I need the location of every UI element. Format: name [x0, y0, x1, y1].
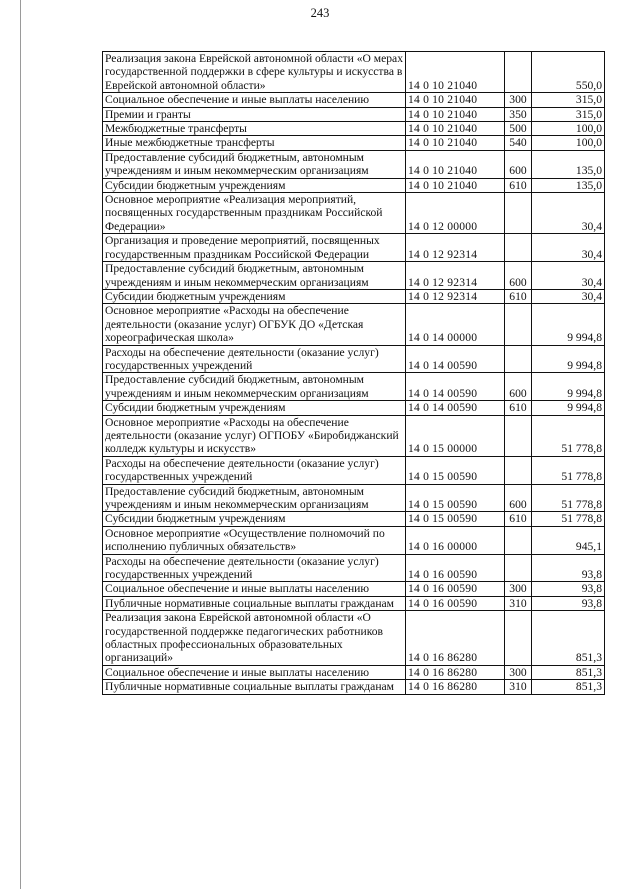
table-row	[103, 456, 605, 484]
row-amount-cell: 51 778,8	[532, 484, 605, 512]
row-expense-type-cell: 600	[505, 262, 532, 290]
row-amount-cell: 135,0	[532, 178, 605, 192]
row-expense-type-cell	[505, 415, 532, 456]
table-row	[103, 526, 605, 554]
table-row	[103, 234, 605, 262]
row-expense-type-cell: 310	[505, 680, 532, 694]
row-name-cell: Субсидии бюджетным учреждениям	[103, 289, 406, 303]
row-expense-type-cell	[505, 304, 532, 345]
budget-table-body	[103, 52, 605, 695]
row-name-cell: Межбюджетные трансферты	[103, 122, 406, 136]
row-name-cell: Социальное обеспечение и иные выплаты населению	[103, 93, 406, 107]
row-amount-cell: 9 994,8	[532, 401, 605, 415]
row-code-cell: 14 0 10 21040	[406, 122, 505, 136]
row-code-cell: 14 0 16 86280	[406, 665, 505, 679]
row-name-cell: Основное мероприятие «Осуществление полномочий по исполнению публичных обязательств»	[103, 526, 406, 554]
table-row	[103, 178, 605, 192]
row-expense-type-cell: 600	[505, 150, 532, 178]
table-row	[103, 512, 605, 526]
row-code-cell: 14 0 16 00590	[406, 554, 505, 582]
budget-table	[102, 51, 605, 695]
row-amount-cell: 315,0	[532, 107, 605, 121]
table-row	[103, 304, 605, 345]
row-name-cell: Субсидии бюджетным учреждениям	[103, 178, 406, 192]
row-expense-type-cell	[505, 234, 532, 262]
row-amount-cell: 100,0	[532, 122, 605, 136]
row-code-cell: 14 0 15 00000	[406, 415, 505, 456]
row-name-cell: Публичные нормативные социальные выплаты гражданам	[103, 680, 406, 694]
row-amount-cell: 851,3	[532, 611, 605, 666]
row-expense-type-cell: 310	[505, 596, 532, 610]
table-row	[103, 345, 605, 373]
row-amount-cell: 9 994,8	[532, 373, 605, 401]
table-row	[103, 554, 605, 582]
row-amount-cell: 51 778,8	[532, 415, 605, 456]
row-name-cell: Основное мероприятие «Расходы на обеспечение деятельности (оказание услуг) ОГБУК ДО «Детская хореографическая школа»	[103, 304, 406, 345]
table-row	[103, 415, 605, 456]
row-name-cell: Социальное обеспечение и иные выплаты населению	[103, 582, 406, 596]
row-code-cell: 14 0 12 92314	[406, 234, 505, 262]
row-expense-type-cell: 540	[505, 136, 532, 150]
row-expense-type-cell	[505, 554, 532, 582]
row-amount-cell: 851,3	[532, 680, 605, 694]
row-expense-type-cell: 610	[505, 401, 532, 415]
row-name-cell: Предоставление субсидий бюджетным, автономным учреждениям и иным некоммерческим организациям	[103, 150, 406, 178]
row-expense-type-cell: 500	[505, 122, 532, 136]
row-code-cell: 14 0 14 00590	[406, 373, 505, 401]
row-name-cell: Предоставление субсидий бюджетным, автономным учреждениям и иным некоммерческим организациям	[103, 484, 406, 512]
row-name-cell: Организация и проведение мероприятий, посвященных государственным праздникам Российской Федерации	[103, 234, 406, 262]
table-row	[103, 582, 605, 596]
row-expense-type-cell: 610	[505, 512, 532, 526]
row-name-cell: Субсидии бюджетным учреждениям	[103, 512, 406, 526]
row-expense-type-cell	[505, 526, 532, 554]
row-code-cell: 14 0 16 86280	[406, 611, 505, 666]
row-code-cell: 14 0 12 92314	[406, 262, 505, 290]
row-amount-cell: 9 994,8	[532, 345, 605, 373]
table-row	[103, 136, 605, 150]
row-amount-cell: 93,8	[532, 582, 605, 596]
table-row	[103, 665, 605, 679]
row-code-cell: 14 0 14 00590	[406, 345, 505, 373]
row-name-cell: Расходы на обеспечение деятельности (оказание услуг) государственных учреждений	[103, 456, 406, 484]
row-name-cell: Реализация закона Еврейской автономной области «О государственной поддержке педагогических работников областных профессиональных образовательных организаций»	[103, 611, 406, 666]
table-row	[103, 52, 605, 93]
row-amount-cell: 945,1	[532, 526, 605, 554]
table-row	[103, 93, 605, 107]
row-code-cell: 14 0 10 21040	[406, 52, 505, 93]
row-name-cell: Предоставление субсидий бюджетным, автономным учреждениям и иным некоммерческим организациям	[103, 262, 406, 290]
row-expense-type-cell	[505, 456, 532, 484]
row-amount-cell: 315,0	[532, 93, 605, 107]
row-name-cell: Премии и гранты	[103, 107, 406, 121]
row-name-cell: Иные межбюджетные трансферты	[103, 136, 406, 150]
row-code-cell: 14 0 12 92314	[406, 289, 505, 303]
row-code-cell: 14 0 10 21040	[406, 178, 505, 192]
row-code-cell: 14 0 16 00000	[406, 526, 505, 554]
row-expense-type-cell	[505, 345, 532, 373]
row-amount-cell: 30,4	[532, 234, 605, 262]
table-row	[103, 150, 605, 178]
row-code-cell: 14 0 10 21040	[406, 93, 505, 107]
row-name-cell: Основное мероприятие «Расходы на обеспечение деятельности (оказание услуг) ОГПОБУ «Биробиджанский колледж культуры и искусств»	[103, 415, 406, 456]
row-expense-type-cell: 300	[505, 665, 532, 679]
row-name-cell: Предоставление субсидий бюджетным, автономным учреждениям и иным некоммерческим организациям	[103, 373, 406, 401]
row-amount-cell: 51 778,8	[532, 512, 605, 526]
row-amount-cell: 550,0	[532, 52, 605, 93]
row-expense-type-cell: 600	[505, 484, 532, 512]
row-code-cell: 14 0 15 00590	[406, 484, 505, 512]
row-code-cell: 14 0 10 21040	[406, 150, 505, 178]
table-row	[103, 107, 605, 121]
page-number: 243	[310, 6, 330, 20]
row-code-cell: 14 0 16 00590	[406, 582, 505, 596]
row-amount-cell: 93,8	[532, 596, 605, 610]
row-expense-type-cell	[505, 611, 532, 666]
row-name-cell: Расходы на обеспечение деятельности (оказание услуг) государственных учреждений	[103, 345, 406, 373]
row-amount-cell: 93,8	[532, 554, 605, 582]
table-row	[103, 373, 605, 401]
row-code-cell: 14 0 14 00590	[406, 401, 505, 415]
row-amount-cell: 135,0	[532, 150, 605, 178]
row-amount-cell: 851,3	[532, 665, 605, 679]
table-row	[103, 596, 605, 610]
row-code-cell: 14 0 10 21040	[406, 107, 505, 121]
row-name-cell: Реализация закона Еврейской автономной области «О мерах государственной поддержки в сфере культуры и искусства в Еврейской автономной области»	[103, 52, 406, 93]
row-expense-type-cell	[505, 193, 532, 234]
row-name-cell: Субсидии бюджетным учреждениям	[103, 401, 406, 415]
row-amount-cell: 30,4	[532, 289, 605, 303]
row-amount-cell: 9 994,8	[532, 304, 605, 345]
row-name-cell: Расходы на обеспечение деятельности (оказание услуг) государственных учреждений	[103, 554, 406, 582]
page-margin-line	[20, 0, 21, 889]
row-code-cell: 14 0 12 00000	[406, 193, 505, 234]
row-name-cell: Социальное обеспечение и иные выплаты населению	[103, 665, 406, 679]
row-code-cell: 14 0 15 00590	[406, 456, 505, 484]
table-row	[103, 122, 605, 136]
row-code-cell: 14 0 10 21040	[406, 136, 505, 150]
row-expense-type-cell: 610	[505, 178, 532, 192]
row-code-cell: 14 0 14 00000	[406, 304, 505, 345]
table-row	[103, 401, 605, 415]
row-expense-type-cell: 300	[505, 93, 532, 107]
table-row	[103, 680, 605, 694]
table-row	[103, 193, 605, 234]
row-expense-type-cell: 610	[505, 289, 532, 303]
row-name-cell: Публичные нормативные социальные выплаты гражданам	[103, 596, 406, 610]
row-code-cell: 14 0 16 00590	[406, 596, 505, 610]
table-row	[103, 289, 605, 303]
table-row	[103, 611, 605, 666]
row-expense-type-cell: 300	[505, 582, 532, 596]
row-code-cell: 14 0 15 00590	[406, 512, 505, 526]
row-name-cell: Основное мероприятие «Реализация мероприятий, посвященных государственным праздникам Российской Федерации»	[103, 193, 406, 234]
row-code-cell: 14 0 16 86280	[406, 680, 505, 694]
row-expense-type-cell: 600	[505, 373, 532, 401]
row-amount-cell: 30,4	[532, 262, 605, 290]
row-amount-cell: 100,0	[532, 136, 605, 150]
row-amount-cell: 51 778,8	[532, 456, 605, 484]
row-expense-type-cell: 350	[505, 107, 532, 121]
table-row	[103, 262, 605, 290]
row-amount-cell: 30,4	[532, 193, 605, 234]
row-expense-type-cell	[505, 52, 532, 93]
table-row	[103, 484, 605, 512]
